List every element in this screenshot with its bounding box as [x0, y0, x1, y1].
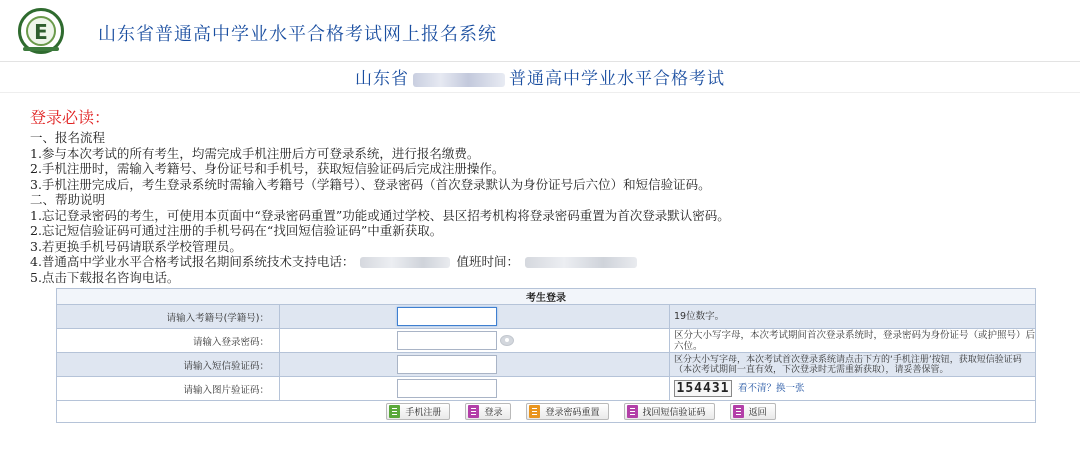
document-icon	[468, 405, 479, 418]
exam-title-suffix: 普通高中学业水平合格考试	[509, 69, 725, 89]
support-prefix: 4.普通高中学业水平合格考试报名期间系统技术支持电话：	[30, 254, 355, 269]
register-button-label: 手机注册	[405, 408, 442, 418]
login-form-caption: 考生登录	[57, 289, 1036, 305]
reset-password-button[interactable]	[526, 403, 608, 420]
register-button[interactable]	[386, 403, 450, 420]
form-row-sms-code	[57, 353, 1036, 377]
download-link[interactable]: 5.点击下载报名咨询电话。	[30, 269, 180, 285]
password-label: 请输入登录密码：	[57, 329, 280, 353]
sms-code-hint-line: 区分大小写字母，本次考试首次登录系统请点击下方的‘手机注册’按钮，获取短信验证码	[674, 354, 1022, 365]
captcha-refresh-link[interactable]: 看不清？换一张	[738, 383, 805, 394]
recover-sms-button-label: 找回短信验证码	[642, 408, 706, 418]
document-icon	[733, 405, 744, 418]
redacted-phone	[360, 257, 450, 268]
sms-code-hint-line: （本次考试期间一直有效，下次登录时无需重新获取），请妥善保管。	[674, 364, 949, 375]
exam-number-input[interactable]	[397, 307, 497, 326]
form-row-password	[57, 329, 1036, 353]
button-bar	[57, 401, 1036, 423]
sms-code-input[interactable]	[397, 355, 497, 374]
reset-password-button-label: 登录密码重置	[545, 408, 600, 418]
notice-line: 3.若更换手机号码请联系学校管理员。	[30, 238, 242, 254]
support-time-label: 值班时间：	[456, 254, 519, 269]
notice-heading: 登录必读：	[30, 108, 111, 127]
eye-icon[interactable]	[500, 335, 514, 346]
redacted-text	[413, 73, 505, 87]
login-form	[56, 288, 1036, 423]
captcha-image[interactable]: 154431	[674, 380, 732, 397]
document-icon	[529, 405, 540, 418]
notice-line: 一、报名流程	[30, 130, 106, 145]
logo-letter: E	[34, 20, 48, 44]
password-hint: 区分大小写字母，本次考试期间首次登录系统时，登录密码为身份证号（或护照号）后六位。	[670, 329, 1036, 353]
document-icon	[389, 405, 400, 418]
back-button[interactable]	[730, 403, 776, 420]
notice-line: 二、帮助说明	[30, 192, 106, 207]
redacted-time	[525, 257, 637, 268]
exam-number-label: 请输入考籍号(学籍号)：	[57, 305, 280, 329]
page-header	[0, 0, 1080, 62]
notice-line: 1.忘记登录密码的考生，可使用本页面中“登录密码重置”功能或通过学校、县区招考机构将登录密码重置为首次登录默认密码。	[30, 207, 730, 223]
notice-line: 3.手机注册完成后，考生登录系统时需输入考籍号（学籍号）、登录密码（首次登录默认为身份证号后六位）和短信验证码。	[30, 176, 711, 192]
recover-sms-button[interactable]	[624, 403, 715, 420]
form-row-captcha	[57, 377, 1036, 401]
login-notice	[30, 108, 1060, 285]
login-button-label: 登录	[484, 408, 503, 418]
exam-title-prefix: 山东省	[355, 69, 409, 89]
notice-line: 2.忘记短信验证码可通过注册的手机号码在“找回短信验证码”中重新获取。	[30, 223, 443, 238]
sms-code-hint	[670, 353, 1036, 377]
exam-number-hint: 19位数字。	[670, 305, 1036, 329]
captcha-label: 请输入图片验证码：	[57, 377, 280, 401]
form-row-exam-number	[57, 305, 1036, 329]
support-line	[30, 254, 1060, 270]
captcha-input[interactable]	[397, 379, 497, 398]
exam-title	[0, 64, 1080, 89]
divider	[0, 92, 1080, 93]
system-title: 山东省普通高中学业水平合格考试网上报名系统	[98, 24, 497, 45]
sms-code-label: 请输入短信验证码：	[57, 353, 280, 377]
document-icon	[627, 405, 638, 418]
login-button[interactable]	[465, 403, 511, 420]
school-emblem-icon	[18, 8, 64, 54]
notice-line: 2.手机注册时，需输入考籍号、身份证号和手机号，获取短信验证码后完成注册操作。	[30, 161, 505, 176]
notice-line: 1.参与本次考试的所有考生，均需完成手机注册后方可登录系统，进行报名缴费。	[30, 145, 480, 161]
password-input[interactable]	[397, 331, 497, 350]
back-button-label: 返回	[748, 408, 767, 418]
